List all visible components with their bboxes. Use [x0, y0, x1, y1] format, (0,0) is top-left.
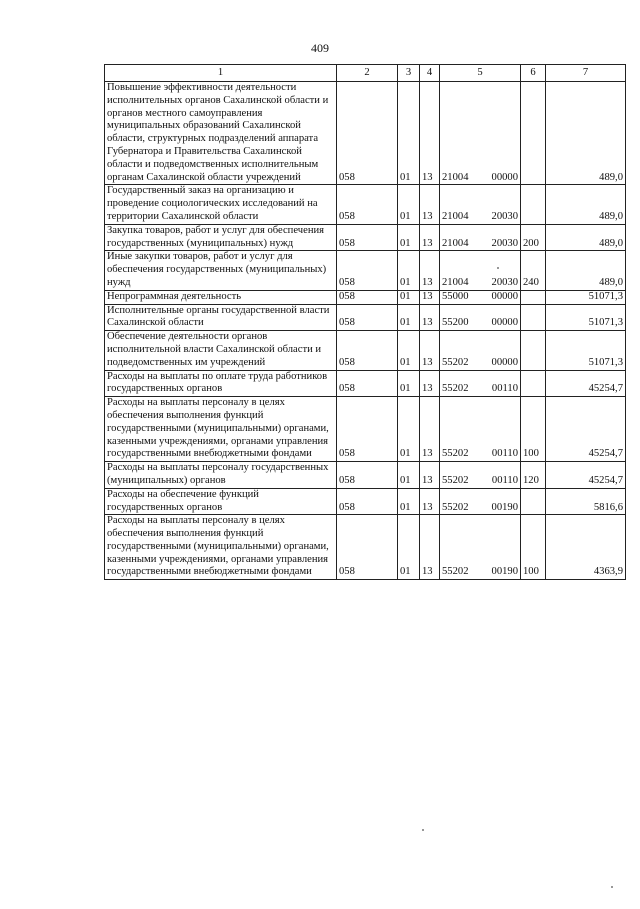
target-article-direction: 00110 [491, 383, 518, 395]
header-cell: 1 [105, 65, 337, 82]
target-article-direction: 20030 [491, 237, 518, 249]
row-target-article-cell [440, 331, 521, 370]
row-expense-type-cell: 240 [521, 251, 546, 290]
target-article-program: 21004 [442, 237, 469, 249]
row-amount-cell: 4363,9 [546, 515, 626, 580]
row-expense-type-cell [521, 370, 546, 397]
row-section-cell: 01 [398, 304, 420, 331]
table-row [105, 397, 626, 462]
row-expense-type-cell [521, 290, 546, 304]
row-target-article-cell [440, 185, 521, 224]
row-name-cell: Непрограммная деятельность [105, 290, 337, 304]
row-subsection-cell: 13 [420, 304, 440, 331]
target-article-direction: 00190 [491, 501, 518, 513]
row-section-cell: 01 [398, 290, 420, 304]
target-article-direction: 00110 [491, 448, 518, 460]
row-expense-type-cell: 200 [521, 224, 546, 251]
row-code-cell: 058 [337, 304, 398, 331]
row-amount-cell: 45254,7 [546, 370, 626, 397]
row-subsection-cell: 13 [420, 251, 440, 290]
row-amount-cell: 51071,3 [546, 290, 626, 304]
table-header-row [105, 65, 626, 82]
row-subsection-cell: 13 [420, 462, 440, 489]
row-subsection-cell: 13 [420, 290, 440, 304]
row-code-cell: 058 [337, 462, 398, 489]
row-section-cell: 01 [398, 462, 420, 489]
row-name-cell: Исполнительные органы государственной власти Сахалинской области [105, 304, 337, 331]
target-article-program: 55200 [442, 317, 469, 329]
row-subsection-cell: 13 [420, 397, 440, 462]
row-expense-type-cell: 120 [521, 462, 546, 489]
row-target-article-cell [440, 462, 521, 489]
table-row [105, 331, 626, 370]
row-expense-type-cell [521, 82, 546, 185]
row-subsection-cell: 13 [420, 331, 440, 370]
target-article-program: 55202 [442, 383, 469, 395]
row-subsection-cell: 13 [420, 370, 440, 397]
row-section-cell: 01 [398, 370, 420, 397]
target-article-program: 55202 [442, 566, 469, 578]
row-amount-cell: 51071,3 [546, 304, 626, 331]
row-section-cell: 01 [398, 488, 420, 515]
scan-artifact [497, 267, 499, 269]
row-target-article-cell [440, 515, 521, 580]
row-expense-type-cell [521, 185, 546, 224]
table-row [105, 82, 626, 185]
target-article-direction: 20030 [491, 210, 518, 222]
row-amount-cell: 489,0 [546, 251, 626, 290]
row-code-cell: 058 [337, 397, 398, 462]
scan-artifact [422, 829, 424, 831]
row-expense-type-cell [521, 488, 546, 515]
target-article-program: 21004 [442, 171, 469, 183]
row-section-cell: 01 [398, 251, 420, 290]
target-article-direction: 00000 [491, 317, 518, 329]
row-name-cell: Расходы на выплаты персоналу государственных (муниципальных) органов [105, 462, 337, 489]
table-row [105, 370, 626, 397]
target-article-program: 21004 [442, 276, 469, 288]
row-section-cell: 01 [398, 397, 420, 462]
target-article-program: 55202 [442, 448, 469, 460]
row-target-article-cell [440, 304, 521, 331]
row-expense-type-cell [521, 304, 546, 331]
header-cell: 3 [398, 65, 420, 82]
row-target-article-cell [440, 251, 521, 290]
row-expense-type-cell: 100 [521, 515, 546, 580]
row-name-cell: Повышение эффективности деятельности исполнительных органов Сахалинской области и органов местного самоуправления муниципальных образований Сахалинской области, структурных подразделений аппарата Губернатора и Правительства Сахалинской области и подведомственных исполнительным органам Сахалинской области учреждений [105, 82, 337, 185]
row-name-cell: Расходы на обеспечение функций государственных органов [105, 488, 337, 515]
target-article-program: 55202 [442, 356, 469, 368]
row-subsection-cell: 13 [420, 515, 440, 580]
target-article-program: 55000 [442, 290, 469, 302]
row-target-article-cell [440, 397, 521, 462]
row-target-article-cell [440, 224, 521, 251]
row-target-article-cell [440, 82, 521, 185]
row-code-cell: 058 [337, 224, 398, 251]
row-name-cell: Расходы на выплаты персоналу в целях обеспечения выполнения функций государственными (муниципальными) органами, казенными учреждениями, органами управления государственными внебюджетными фондами [105, 397, 337, 462]
header-cell: 4 [420, 65, 440, 82]
row-subsection-cell: 13 [420, 185, 440, 224]
table-row [105, 304, 626, 331]
row-section-cell: 01 [398, 515, 420, 580]
row-section-cell: 01 [398, 331, 420, 370]
row-subsection-cell: 13 [420, 82, 440, 185]
row-code-cell: 058 [337, 82, 398, 185]
row-name-cell: Государственный заказ на организацию и проведение социологических исследований на территории Сахалинской области [105, 185, 337, 224]
budget-table [104, 64, 626, 580]
table-row [105, 515, 626, 580]
row-code-cell: 058 [337, 370, 398, 397]
row-amount-cell: 489,0 [546, 185, 626, 224]
table-row [105, 224, 626, 251]
row-code-cell: 058 [337, 331, 398, 370]
row-code-cell: 058 [337, 185, 398, 224]
page-number: 409 [311, 41, 329, 55]
row-code-cell: 058 [337, 290, 398, 304]
row-section-cell: 01 [398, 224, 420, 251]
table-row [105, 251, 626, 290]
row-target-article-cell [440, 488, 521, 515]
row-code-cell: 058 [337, 515, 398, 580]
row-amount-cell: 489,0 [546, 224, 626, 251]
row-target-article-cell [440, 290, 521, 304]
row-amount-cell: 45254,7 [546, 462, 626, 489]
target-article-direction: 00000 [491, 290, 518, 302]
row-expense-type-cell [521, 331, 546, 370]
header-cell: 6 [521, 65, 546, 82]
table-row [105, 462, 626, 489]
row-amount-cell: 45254,7 [546, 397, 626, 462]
row-section-cell: 01 [398, 82, 420, 185]
row-amount-cell: 51071,3 [546, 331, 626, 370]
row-section-cell: 01 [398, 185, 420, 224]
table-row [105, 290, 626, 304]
row-name-cell: Закупка товаров, работ и услуг для обеспечения государственных (муниципальных) нужд [105, 224, 337, 251]
row-amount-cell: 5816,6 [546, 488, 626, 515]
header-cell: 7 [546, 65, 626, 82]
header-cell: 5 [440, 65, 521, 82]
target-article-direction: 20030 [491, 276, 518, 288]
target-article-direction: 00000 [491, 171, 518, 183]
row-name-cell: Расходы на выплаты по оплате труда работников государственных органов [105, 370, 337, 397]
table-row [105, 185, 626, 224]
row-name-cell: Расходы на выплаты персоналу в целях обеспечения выполнения функций государственными (муниципальными) органами, казенными учреждениями, органами управления государственными внебюджетными фондами [105, 515, 337, 580]
row-code-cell: 058 [337, 251, 398, 290]
row-subsection-cell: 13 [420, 224, 440, 251]
row-code-cell: 058 [337, 488, 398, 515]
row-amount-cell: 489,0 [546, 82, 626, 185]
row-name-cell: Иные закупки товаров, работ и услуг для обеспечения государственных (муниципальных) нужд [105, 251, 337, 290]
target-article-program: 21004 [442, 210, 469, 222]
target-article-program: 55202 [442, 501, 469, 513]
target-article-direction: 00000 [491, 356, 518, 368]
target-article-direction: 00110 [491, 474, 518, 486]
target-article-direction: 00190 [491, 566, 518, 578]
row-expense-type-cell: 100 [521, 397, 546, 462]
target-article-program: 55202 [442, 474, 469, 486]
table-row [105, 488, 626, 515]
row-target-article-cell [440, 370, 521, 397]
row-name-cell: Обеспечение деятельности органов исполнительной власти Сахалинской области и подведомственных им учреждений [105, 331, 337, 370]
header-cell: 2 [337, 65, 398, 82]
scan-artifact [611, 886, 613, 888]
row-subsection-cell: 13 [420, 488, 440, 515]
